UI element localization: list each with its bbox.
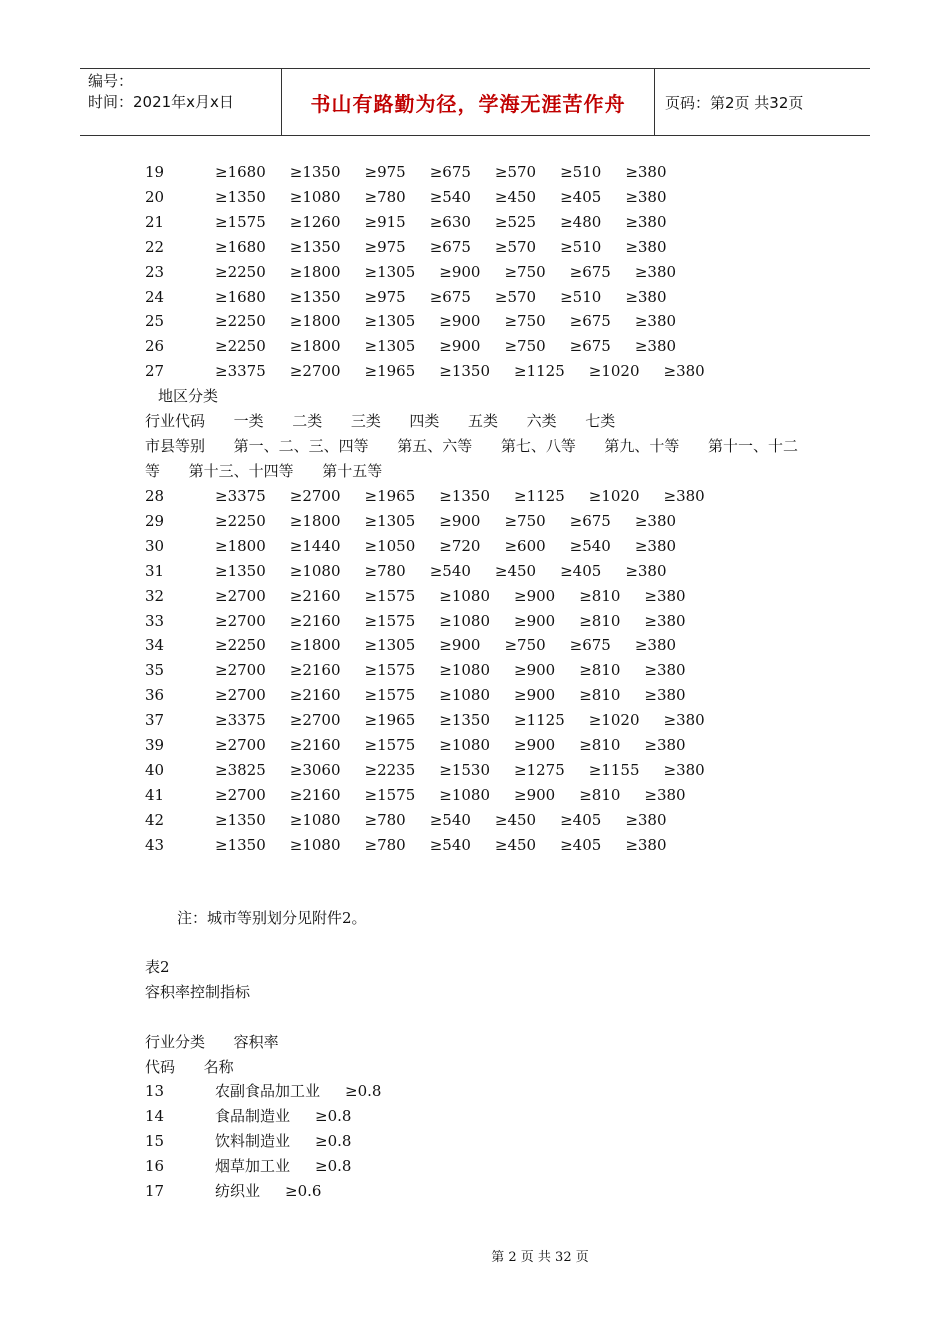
row-code: 23 [145,262,165,281]
row-value: ≥975 [364,163,406,181]
row-value: ≥2160 [289,736,341,754]
row-value: ≥380 [625,561,667,580]
row-value: ≥2250 [215,511,266,530]
motto-text: 书山有路勤为径，学海无涯苦作舟 [310,91,626,116]
header-motto-cell [282,69,655,135]
row-value: ≥380 [625,810,667,829]
row-value: ≥380 [634,312,677,331]
row-value: ≥675 [429,163,471,181]
row-value: ≥380 [625,187,667,206]
row-value: ≥570 [494,163,537,181]
row-code: 15 [145,1131,165,1150]
table2-header-1: 行业分类 容积率 [145,1033,279,1051]
region-title: 地区分类 [158,387,219,405]
row-code: 22 [145,237,165,256]
row-value: ≥1080 [439,785,490,804]
row-value: ≥1080 [439,586,490,605]
row-value: ≥1575 [364,736,416,754]
row-value: ≥1350 [215,561,266,580]
row-value: ≥0.6 [285,1181,322,1200]
row-value: ≥540 [429,835,471,854]
row-value: ≥570 [494,287,537,306]
row-value: ≥1800 [289,511,341,530]
row-value: ≥570 [494,237,537,256]
row-value: ≥1350 [289,163,341,181]
row-value: ≥450 [494,835,537,854]
row-value: ≥510 [560,237,602,256]
row-value: ≥675 [429,287,471,306]
row-code: 25 [145,312,165,331]
table2-header-2: 代码 名称 [145,1058,234,1076]
row-value: ≥380 [625,237,667,256]
row-value: ≥0.8 [345,1082,382,1100]
row-value: ≥1020 [588,711,640,730]
row-value: ≥2700 [289,487,341,505]
row-value: ≥2250 [215,262,266,281]
time-label: 时间：2021年x月x日 [88,93,234,111]
row-value: ≥1575 [215,212,266,231]
row-value: ≥2250 [215,636,266,655]
row-value: ≥900 [439,312,481,331]
row-value: ≥2160 [289,661,341,680]
row-value: ≥510 [560,287,602,306]
row-value: ≥675 [569,511,611,530]
row-value: ≥810 [579,785,621,804]
row-name: 食品制造业 [215,1106,291,1125]
row-value: ≥675 [569,636,611,655]
row-value: ≥1080 [439,611,490,630]
row-value: ≥1350 [439,362,490,381]
row-value: ≥380 [644,611,686,630]
row-value: ≥900 [514,611,556,630]
row-value: ≥380 [644,785,686,804]
row-value: ≥1260 [289,212,341,231]
row-value: ≥380 [625,212,667,231]
row-value: ≥3375 [215,362,266,381]
row-value: ≥380 [634,337,677,356]
note-text: 注：城市等别划分见附件2。 [177,909,367,927]
header-left-cell [80,69,282,135]
row-value: ≥1275 [514,760,565,779]
row-value: ≥600 [504,536,546,555]
row-value: ≥1350 [439,711,490,730]
row-value: ≥1575 [364,586,416,605]
row-value: ≥900 [439,636,481,655]
row-value: ≥900 [439,511,481,530]
row-code: 16 [145,1156,165,1175]
row-code: 32 [145,586,165,605]
row-value: ≥380 [634,536,677,555]
table2-title: 容积率控制指标 [145,983,251,1001]
row-value: ≥1020 [588,362,640,381]
row-value: ≥380 [634,511,677,530]
row-code: 34 [145,636,165,655]
row-code: 24 [145,287,165,306]
row-value: ≥975 [364,237,406,256]
row-code: 14 [145,1106,165,1125]
row-value: ≥1680 [215,287,266,306]
row-value: ≥0.8 [315,1131,352,1150]
row-code: 17 [145,1181,165,1200]
row-value: ≥450 [494,187,537,206]
row-value: ≥1080 [439,686,490,705]
row-value: ≥2160 [289,785,341,804]
row-value: ≥810 [579,586,621,605]
row-code: 30 [145,536,165,555]
row-value: ≥1350 [289,237,341,256]
row-value: ≥380 [625,163,667,181]
row-value: ≥1680 [215,237,266,256]
row-code: 43 [145,835,165,854]
row-name: 饮料制造业 [215,1131,291,1150]
row-value: ≥3060 [289,760,341,779]
row-value: ≥675 [569,337,611,356]
row-value: ≥1125 [514,711,565,730]
row-value: ≥900 [439,337,481,356]
table2-label: 表2 [145,958,170,976]
row-value: ≥540 [429,561,471,580]
row-value: ≥405 [560,561,602,580]
row-value: ≥1350 [215,835,266,854]
row-value: ≥380 [634,262,677,281]
row-value: ≥2700 [289,362,341,381]
row-value: ≥2250 [215,312,266,331]
row-value: ≥630 [429,212,471,231]
row-value: ≥1125 [514,487,565,505]
row-value: ≥780 [364,561,406,580]
row-name: 烟草加工业 [215,1156,291,1175]
row-value: ≥1350 [215,187,266,206]
row-value: ≥750 [504,312,546,331]
row-value: ≥1305 [364,511,416,530]
row-value: ≥810 [579,686,621,705]
row-code: 13 [145,1082,165,1100]
row-value: ≥1305 [364,262,416,281]
row-value: ≥3375 [215,711,266,730]
row-value: ≥1080 [289,810,341,829]
row-code: 36 [145,686,165,705]
row-value: ≥1800 [289,337,341,356]
row-value: ≥900 [514,661,556,680]
row-value: ≥780 [364,810,406,829]
row-name: 纺织业 [215,1181,261,1200]
row-code: 26 [145,337,165,356]
row-value: ≥750 [504,262,546,281]
page-label: 页码：第2页 共32页 [665,93,804,112]
row-value: ≥1080 [439,736,490,754]
row-value: ≥1800 [289,312,341,331]
row-value: ≥1020 [588,487,640,505]
row-value: ≥3825 [215,760,266,779]
row-value: ≥380 [644,686,686,705]
row-value: ≥2160 [289,586,341,605]
category-line: 行业代码 一类 二类 三类 四类 五类 六类 七类 [145,412,616,430]
row-value: ≥1800 [289,262,341,281]
row-value: ≥1305 [364,312,416,331]
row-value: ≥380 [663,487,705,505]
row-code: 33 [145,611,165,630]
row-value: ≥380 [644,736,686,754]
row-value: ≥540 [429,810,471,829]
row-value: ≥1530 [439,760,490,779]
row-value: ≥510 [560,163,602,181]
row-value: ≥1305 [364,337,416,356]
row-code: 42 [145,810,165,829]
row-value: ≥750 [504,511,546,530]
row-value: ≥380 [625,835,667,854]
row-value: ≥2235 [364,760,416,779]
row-value: ≥0.8 [315,1106,352,1125]
row-value: ≥380 [663,711,705,730]
city-line-1: 市县等别 第一、二、三、四等 第五、六等 第七、八等 第九、十等 第十一、十二 [145,437,799,455]
row-value: ≥1575 [364,611,416,630]
row-code: 28 [145,487,165,505]
row-value: ≥405 [560,810,602,829]
row-value: ≥780 [364,187,406,206]
row-value: ≥1080 [289,835,341,854]
row-value: ≥900 [514,785,556,804]
row-code: 31 [145,561,165,580]
row-name: 农副食品加工业 [215,1082,321,1100]
row-value: ≥540 [569,536,611,555]
row-value: ≥1965 [364,487,416,505]
row-value: ≥380 [663,760,705,779]
row-value: ≥675 [569,262,611,281]
row-value: ≥750 [504,337,546,356]
row-value: ≥2700 [215,661,266,680]
row-value: ≥380 [625,287,667,306]
row-value: ≥810 [579,611,621,630]
row-value: ≥380 [634,636,677,655]
row-value: ≥750 [504,636,546,655]
row-value: ≥915 [364,212,406,231]
row-value: ≥675 [429,237,471,256]
row-value: ≥1350 [289,287,341,306]
row-value: ≥2700 [215,686,266,705]
row-value: ≥2250 [215,337,266,356]
row-code: 29 [145,511,165,530]
row-value: ≥900 [514,736,556,754]
page-header [80,68,870,136]
row-value: ≥2700 [215,785,266,804]
row-value: ≥405 [560,187,602,206]
row-code: 37 [145,711,165,730]
row-value: ≥810 [579,661,621,680]
row-code: 20 [145,187,165,206]
row-code: 40 [145,760,165,779]
row-value: ≥810 [579,736,621,754]
row-value: ≥1440 [289,536,341,555]
row-value: ≥380 [644,586,686,605]
row-code: 35 [145,661,165,680]
row-value: ≥405 [560,835,602,854]
row-value: ≥2160 [289,611,341,630]
row-value: ≥2700 [215,586,266,605]
header-page-cell [655,69,870,135]
row-value: ≥0.8 [315,1156,352,1175]
row-value: ≥720 [439,536,481,555]
row-value: ≥1350 [439,487,490,505]
row-value: ≥1080 [289,187,341,206]
row-value: ≥1575 [364,785,416,804]
row-value: ≥2700 [289,711,341,730]
row-value: ≥1575 [364,661,416,680]
row-value: ≥675 [569,312,611,331]
row-value: ≥1965 [364,711,416,730]
row-code: 39 [145,736,165,754]
row-value: ≥1080 [439,661,490,680]
row-value: ≥1575 [364,686,416,705]
city-line-2: 等 第十三、十四等 第十五等 [145,462,383,480]
row-value: ≥2700 [215,611,266,630]
row-value: ≥900 [439,262,481,281]
row-code: 21 [145,212,165,231]
number-label: 编号： [88,72,134,90]
row-value: ≥525 [494,212,537,231]
row-value: ≥975 [364,287,406,306]
row-value: ≥1350 [215,810,266,829]
row-value: ≥1080 [289,561,341,580]
row-value: ≥2700 [215,736,266,754]
page-footer: 第 2 页 共 32 页 [491,1250,589,1265]
row-code: 19 [145,163,165,181]
row-value: ≥380 [644,661,686,680]
row-value: ≥900 [514,686,556,705]
row-value: ≥1305 [364,636,416,655]
row-value: ≥1125 [514,362,565,381]
row-value: ≥1800 [289,636,341,655]
row-value: ≥480 [560,212,602,231]
row-code: 41 [145,785,165,804]
row-value: ≥780 [364,835,406,854]
row-code: 27 [145,362,165,381]
row-value: ≥450 [494,561,537,580]
row-value: ≥2160 [289,686,341,705]
row-value: ≥3375 [215,487,266,505]
row-value: ≥380 [663,362,705,381]
row-value: ≥450 [494,810,537,829]
row-value: ≥900 [514,586,556,605]
row-value: ≥1155 [588,760,640,779]
row-value: ≥1965 [364,362,416,381]
row-value: ≥540 [429,187,471,206]
row-value: ≥1050 [364,536,416,555]
row-value: ≥1800 [215,536,266,555]
row-value: ≥1680 [215,163,266,181]
